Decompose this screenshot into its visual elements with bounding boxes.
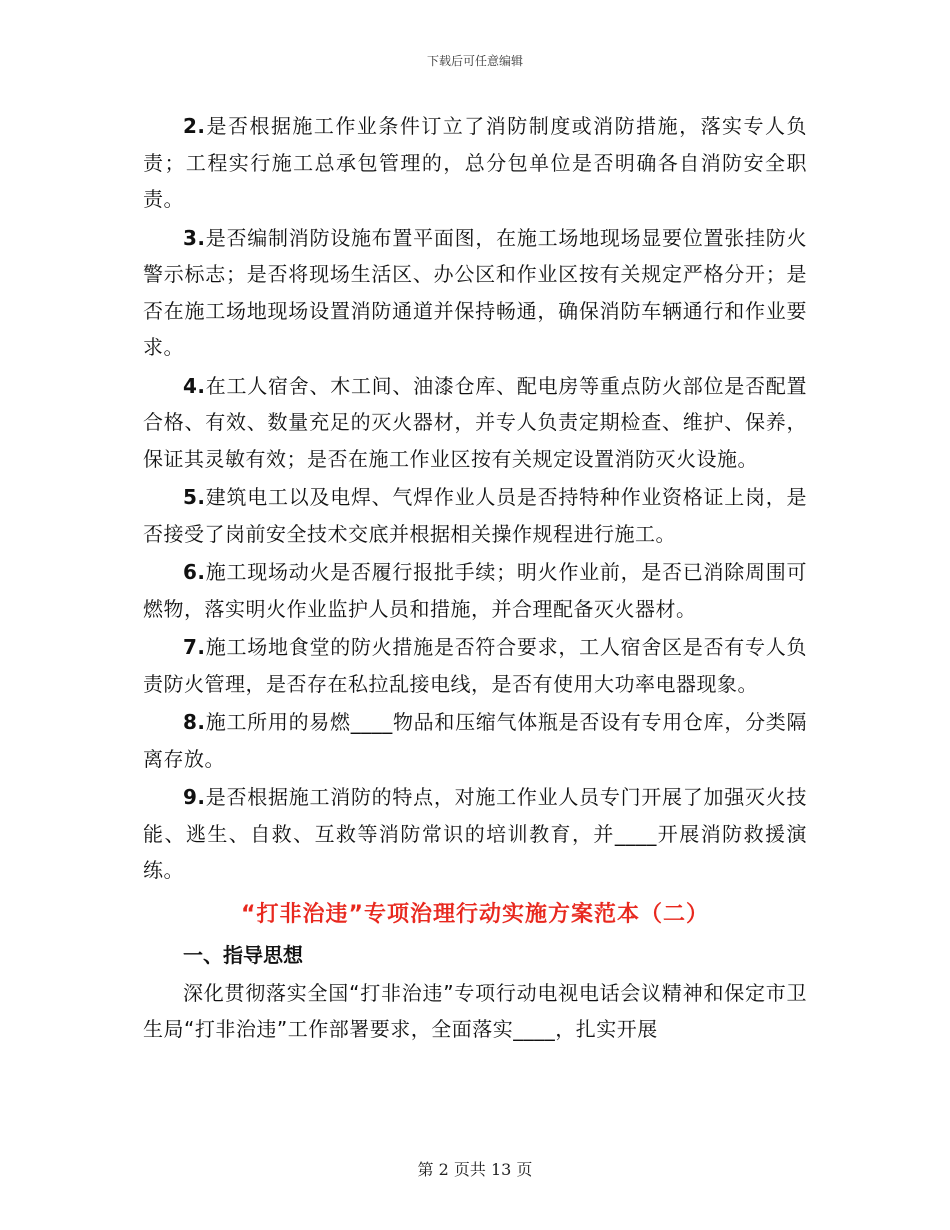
item-number: 7. [183, 635, 206, 659]
document-body [143, 108, 807, 1050]
list-item-3 [143, 220, 807, 366]
list-item-9 [143, 779, 807, 889]
section-body: 深化贯彻落实全国“打非治违”专项行动电视电话会议精神和保定市卫生局“打非治违”工作部署要求，全面落实____，扎实开展 [143, 980, 807, 1041]
item-text: 是否根据施工作业条件订立了消防制度或消防措施，落实专人负责；工程实行施工总承包管理的，总分包单位是否明确各自消防安全职责。 [143, 114, 807, 211]
list-item-6 [143, 554, 807, 627]
header-note: 下载后可任意编辑 [426, 54, 523, 68]
section-subheading: 一、指导思想 [183, 942, 303, 967]
list-item-8 [143, 704, 807, 777]
item-text: 建筑电工以及电焊、气焊作业人员是否持特种作业资格证上岗，是否接受了岗前安全技术交底并根据相关操作规程进行施工。 [143, 485, 807, 546]
list-item-4 [143, 368, 807, 478]
list-item-2 [143, 108, 807, 218]
page-number: 第 2 页共 13 页 [417, 1160, 533, 1179]
list-item-5 [143, 479, 807, 552]
item-number: 5. [183, 485, 206, 509]
section-title: “打非治违”专项治理行动实施方案范本（二） [241, 901, 709, 927]
item-number: 3. [183, 225, 206, 250]
item-text: 施工所用的易燃____物品和压缩气体瓶是否设有专用仓库，分类隔离存放。 [143, 710, 807, 771]
item-number: 6. [183, 560, 206, 584]
item-number: 2. [183, 114, 206, 138]
item-text: 是否编制消防设施布置平面图，在施工场地现场显要位置张挂防火警示标志；是否将现场生活区、办公区和作业区按有关规定严格分开；是否在施工场地现场设置消防通道并保持畅通，确保消防车辆通行和作业要求。 [143, 225, 807, 359]
item-number: 9. [183, 785, 206, 809]
item-text: 在工人宿舍、木工间、油漆仓库、配电房等重点防火部位是否配置合格、有效、数量充足的灭火器材，并专人负责定期检查、维护、保养，保证其灵敏有效；是否在施工作业区按有关规定设置消防灭火设施。 [143, 373, 807, 471]
item-text: 施工现场动火是否履行报批手续；明火作业前，是否已消除周围可燃物，落实明火作业监护人员和措施，并合理配备灭火器材。 [143, 560, 807, 621]
list-item-7 [143, 629, 807, 702]
item-number: 4. [183, 373, 206, 398]
item-text: 施工场地食堂的防火措施是否符合要求，工人宿舍区是否有专人负责防火管理，是否存在私拉乱接电线，是否有使用大功率电器现象。 [143, 635, 807, 696]
item-text: 是否根据施工消防的特点，对施工作业人员专门开展了加强灭火技能、逃生、自救、互救等消防常识的培训教育，并____开展消防救援演练。 [143, 785, 807, 882]
item-number: 8. [183, 710, 206, 734]
